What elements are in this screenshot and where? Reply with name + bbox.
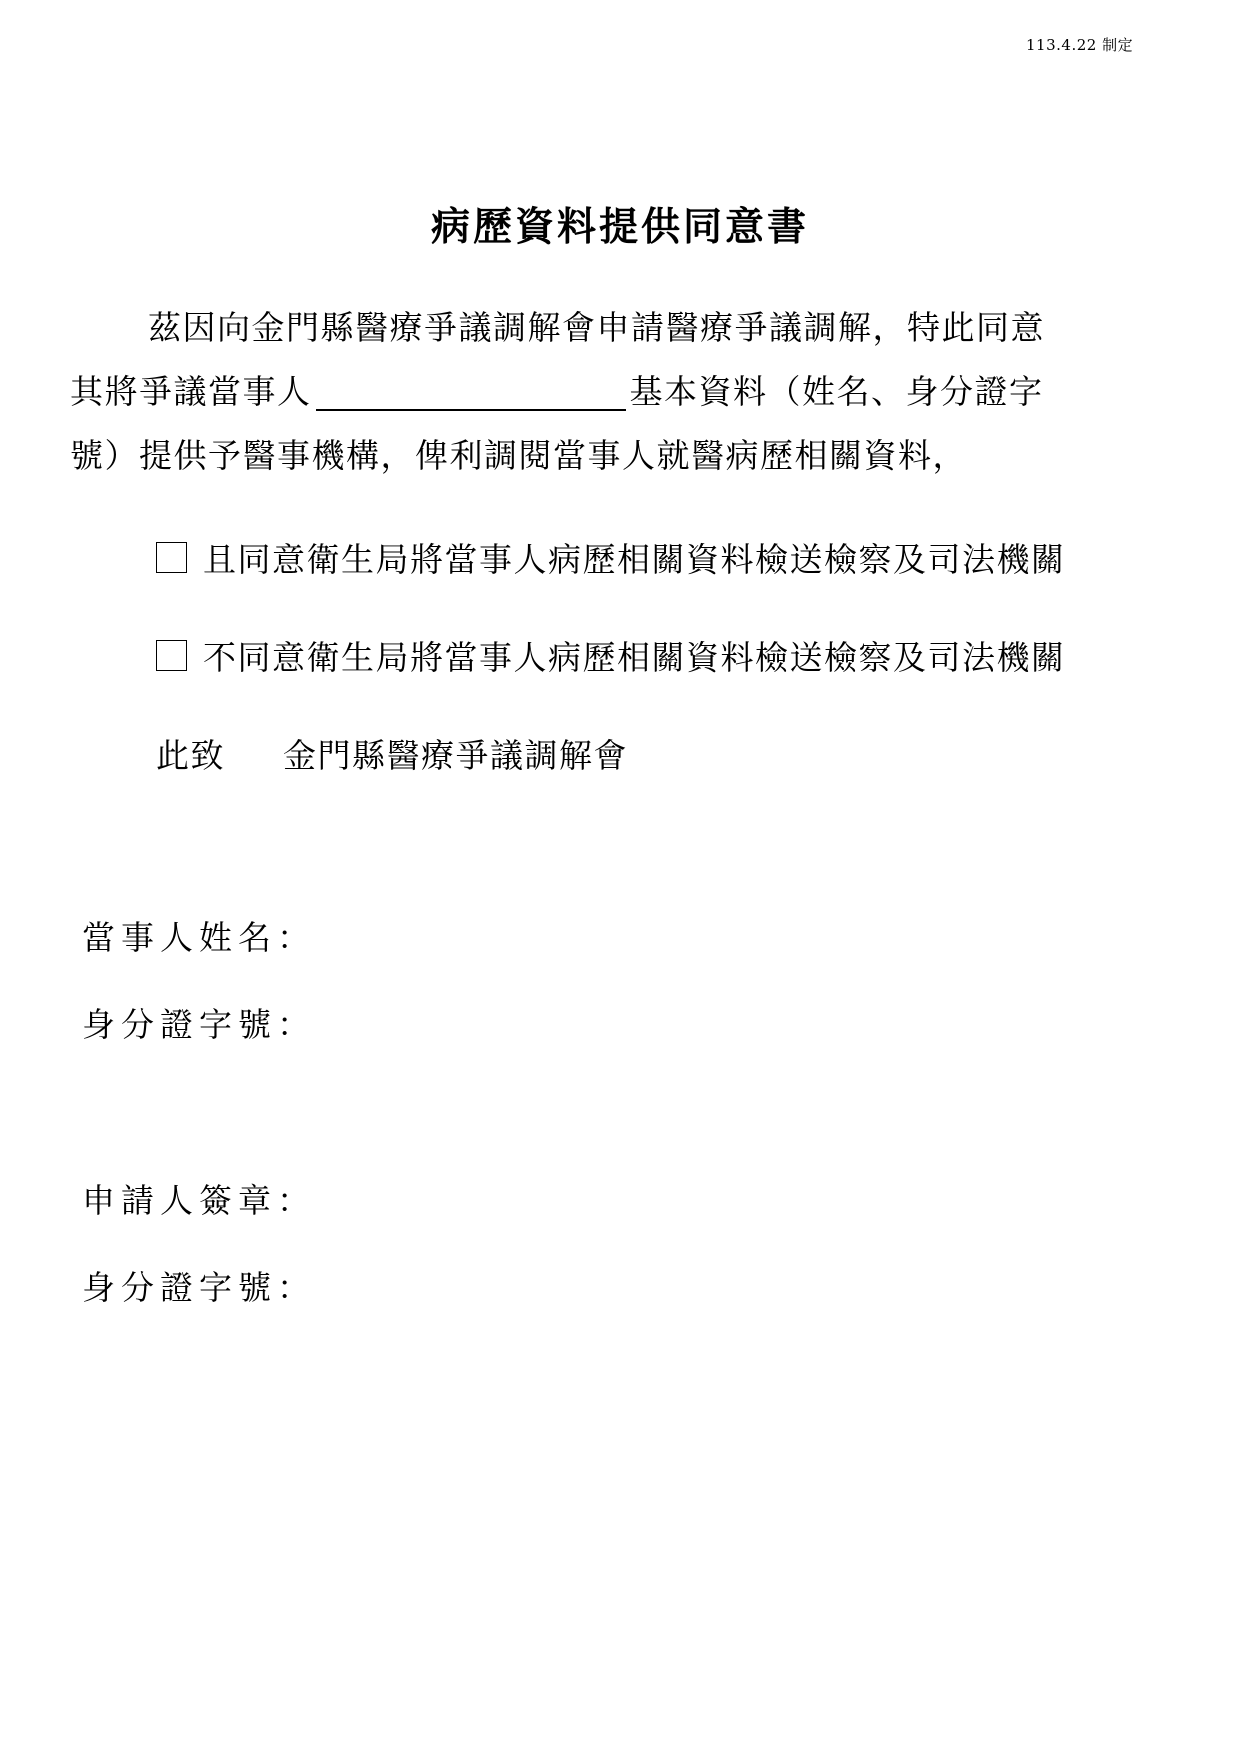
revision-note: 113.4.22 制定 <box>1026 36 1134 54</box>
consent-option-agree[interactable] <box>156 537 1066 577</box>
salutation <box>156 736 628 776</box>
salutation-recipient: 金門縣醫療爭議調解會 <box>283 736 628 775</box>
agree-option-label: 且同意衛生局將當事人病歷相關資料檢送檢察及司法機關 <box>203 539 1066 579</box>
party-id-label: 身分證字號： <box>82 1005 316 1044</box>
consent-option-disagree[interactable] <box>156 635 1066 675</box>
applicant-id-label: 身分證字號： <box>82 1268 316 1307</box>
document-title: 病歷資料提供同意書 <box>430 204 809 250</box>
applicant-signature-label: 申請人簽章： <box>82 1181 316 1220</box>
agree-checkbox[interactable] <box>156 542 187 573</box>
disagree-option-label: 不同意衛生局將當事人病歷相關資料檢送檢察及司法機關 <box>203 637 1066 677</box>
party-name-field[interactable] <box>310 918 1130 956</box>
paragraph-line-3: 號）提供予醫事機構，俾利調閱當事人就醫病歷相關資料， <box>70 436 967 475</box>
paragraph-line-1: 茲因向金門縣醫療爭議調解會申請醫療爭議調解，特此同意 <box>148 308 1045 347</box>
party-name-blank[interactable] <box>316 375 626 411</box>
applicant-id-field[interactable] <box>310 1268 1130 1306</box>
disagree-checkbox[interactable] <box>156 640 187 671</box>
paragraph-line-2-start: 其將爭議當事人 <box>70 372 312 411</box>
salutation-prefix: 此致 <box>156 736 225 775</box>
paragraph-line-2 <box>70 372 1044 412</box>
applicant-signature-field[interactable] <box>310 1181 1130 1219</box>
party-name-label: 當事人姓名： <box>82 918 316 957</box>
party-id-field[interactable] <box>310 1005 1130 1043</box>
paragraph-line-2-end: 基本資料（姓名、身分證字 <box>629 372 1044 411</box>
